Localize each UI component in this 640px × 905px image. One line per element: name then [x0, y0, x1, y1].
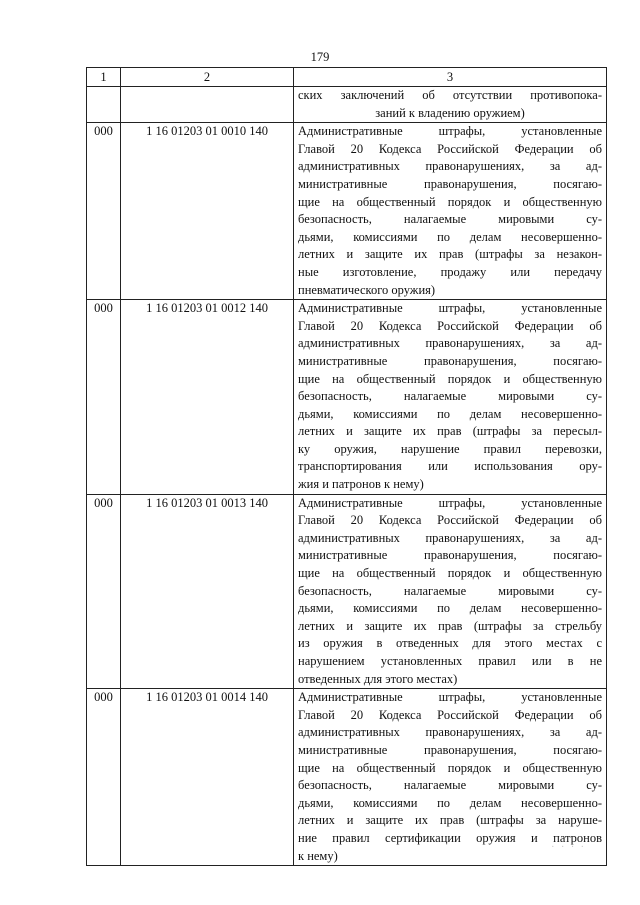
description-cell	[294, 494, 607, 689]
description-line: дьями, комиссиями по делам несовершенно-	[298, 406, 602, 421]
admin-code-cell	[87, 87, 121, 123]
description-line: ние правил сертификации оружия и патронов	[298, 830, 602, 845]
page-number: 179	[310, 50, 330, 64]
description-cell	[294, 689, 607, 866]
description-line: Главой 20 Кодекса Российской Федерации об	[298, 707, 602, 722]
table-row	[87, 494, 607, 689]
description-line: летних и защите их прав (штрафы за стрельбу	[298, 618, 602, 633]
description-line: щие на общественный порядок и общественную	[298, 371, 602, 386]
description-line: административных правонарушениях, за ад-	[298, 336, 602, 351]
kbk-code-cell: 1 16 01203 01 0013 140	[121, 494, 294, 689]
description-cell	[294, 300, 607, 495]
kbk-code-cell: 1 16 01203 01 0010 140	[121, 123, 294, 300]
description-cell	[294, 123, 607, 300]
description-line: дьями, комиссиями по делам несовершенно-	[298, 795, 602, 810]
column-header-3: 3	[294, 68, 607, 87]
description-line: из оружия в отведенных для этого местах с	[298, 636, 602, 651]
description-line: ских заключений об отсутствии противопока-	[298, 88, 602, 102]
description-line: Административные штрафы, установленные	[298, 124, 602, 139]
description-line: щие на общественный порядок и общественную	[298, 194, 602, 209]
description-line: пневматического оружия)	[298, 282, 436, 297]
description-line: транспортирования или использования ору-	[298, 459, 602, 474]
description-line: министративные правонарушения, посягаю-	[298, 548, 602, 563]
description-line: безопасность, налагаемые мировыми су-	[298, 212, 602, 227]
description-line: летних и защите их прав (штрафы за наруше-	[298, 813, 602, 828]
table-row	[87, 300, 607, 495]
description-line: дьями, комиссиями по делам несовершенно-	[298, 229, 602, 244]
description-cell	[294, 87, 607, 123]
table-row	[87, 123, 607, 300]
description-line: щие на общественный порядок и общественную	[298, 760, 602, 775]
description-line: заний к владению оружием)	[375, 105, 525, 120]
description-line: щие на общественный порядок и общественную	[298, 566, 602, 581]
description-line: административных правонарушениях, за ад-	[298, 725, 602, 740]
budget-classification-table	[86, 67, 607, 866]
continuation-row	[87, 87, 607, 123]
description-line: безопасность, налагаемые мировыми су-	[298, 778, 602, 793]
description-line: Главой 20 Кодекса Российской Федерации об	[298, 141, 602, 156]
column-header-2: 2	[121, 68, 294, 87]
description-line: министративные правонарушения, посягаю-	[298, 353, 602, 368]
description-line: Административные штрафы, установленные	[298, 301, 602, 316]
description-line: Главой 20 Кодекса Российской Федерации об	[298, 318, 602, 333]
description-line: нарушением установленных правил или в не	[298, 654, 602, 668]
kbk-code-cell: 1 16 01203 01 0012 140	[121, 300, 294, 495]
table-row	[87, 689, 607, 866]
description-line: министративные правонарушения, посягаю-	[298, 176, 602, 191]
description-line: ные изготовление, продажу или передачу	[298, 264, 602, 279]
description-line: дьями, комиссиями по делам несовершенно-	[298, 601, 602, 616]
scan-artifact: · · · ·	[551, 842, 586, 853]
table-header-row	[87, 68, 607, 87]
description-line: отведенных для этого местах)	[298, 671, 458, 686]
admin-code-cell: 000	[87, 123, 121, 300]
description-line: Главой 20 Кодекса Российской Федерации об	[298, 513, 602, 528]
description-line: летних и защите их прав (штрафы за пересыл-	[298, 424, 602, 439]
description-line: Административные штрафы, установленные	[298, 690, 602, 705]
admin-code-cell: 000	[87, 494, 121, 689]
kbk-code-cell	[121, 87, 294, 123]
description-line: жия и патронов к нему)	[298, 477, 424, 492]
description-line: административных правонарушениях, за ад-	[298, 159, 602, 174]
description-line: Административные штрафы, установленные	[298, 495, 602, 510]
description-line: министративные правонарушения, посягаю-	[298, 742, 602, 757]
description-line: безопасность, налагаемые мировыми су-	[298, 583, 602, 598]
description-line: к нему)	[298, 848, 338, 863]
description-line: административных правонарушениях, за ад-	[298, 530, 602, 545]
admin-code-cell: 000	[87, 689, 121, 866]
admin-code-cell: 000	[87, 300, 121, 495]
description-line: ку оружия, нарушение правил перевозки,	[298, 441, 602, 456]
kbk-code-cell: 1 16 01203 01 0014 140	[121, 689, 294, 866]
description-line: летних и защите их прав (штрафы за незакон-	[298, 247, 602, 262]
description-line: безопасность, налагаемые мировыми су-	[298, 389, 602, 404]
column-header-1: 1	[87, 68, 121, 87]
